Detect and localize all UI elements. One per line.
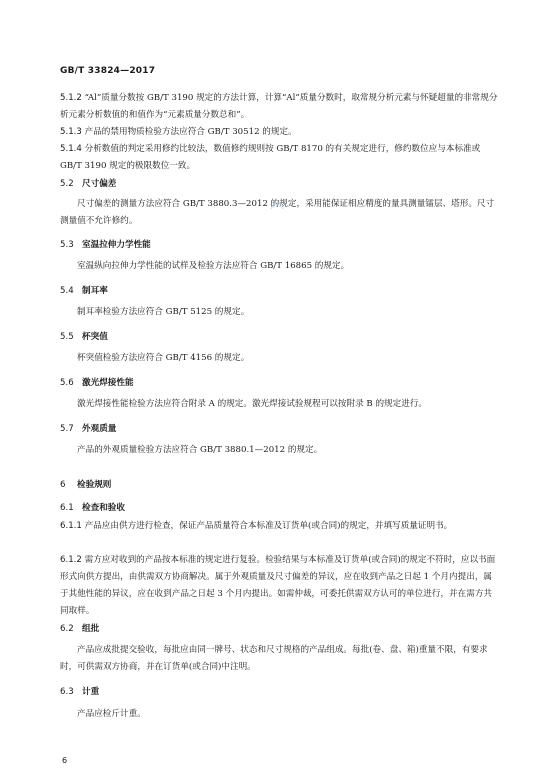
clause-text: 需方应对收到的产品按本标准的规定进行复验。检验结果与本标准及订货单(或合同)的规定不符时，应以书面形式向供方提出，由供需双方协商解决。属于外观质量及尺寸偏差的异议，应在收到产品之日起 1 个月内提出，属于其他性能的异议，应在收到产品之日起 3 个月内提出。如需仲裁，可委托供需双方认可的单位进行，并在需方共同取样。 <box>60 555 496 616</box>
clause-text: 分析数值的判定采用修约比较法，数值修约规则按 GB/T 8170 的有关规定进行，修约数位应与本标准或 GB/T 3190 规定的极限数位一致。 <box>60 144 481 171</box>
section-heading-6-2 <box>60 622 498 636</box>
clause-6-1-2 <box>60 552 498 620</box>
chapter-title: 检验规则 <box>77 480 112 490</box>
section-title: 计重 <box>82 687 100 697</box>
section-body-5-5: 杯突值检验方法应符合 GB/T 4156 的规定。 <box>77 353 250 363</box>
section-title: 制耳率 <box>82 286 108 296</box>
section-title: 外观质量 <box>82 424 117 434</box>
chapter-number: 6 <box>60 480 66 490</box>
clause-5-1-3 <box>60 124 498 141</box>
section-heading-5-7 <box>60 422 498 436</box>
section-number: 5.2 <box>60 179 74 189</box>
section-heading-6-1 <box>60 501 498 515</box>
standard-number-header: GB/T 33824—2017 <box>60 66 156 76</box>
section-body-5-6: 激光焊接性能检验方法应符合附录 A 的规定。激光焊接试验规程可以按附录 B 的规定进行。 <box>77 399 428 409</box>
clause-number: 6.1.1 <box>60 521 82 531</box>
section-number: 6.1 <box>60 503 74 513</box>
section-heading-5-5 <box>60 330 498 344</box>
clause-text: 产品的禁用物质检验方法应符合 GB/T 30512 的规定。 <box>84 127 297 137</box>
section-title: 尺寸偏差 <box>82 179 117 189</box>
section-number: 5.7 <box>60 424 74 434</box>
section-title: 检查和验收 <box>82 503 125 513</box>
clause-number: 5.1.4 <box>60 144 82 154</box>
section-heading-6-3 <box>60 685 498 699</box>
section-heading-5-6 <box>60 376 498 390</box>
section-body-6-3: 产品应检斤计重。 <box>77 709 146 719</box>
clause-number: 5.1.2 <box>60 93 82 103</box>
section-number: 5.4 <box>60 286 74 296</box>
clause-text: 产品应由供方进行检查，保证产品质量符合本标准及订货单(或合同)的规定，并填写质量证明书。 <box>84 521 453 531</box>
section-number: 6.2 <box>60 624 74 634</box>
clause-number: 5.1.3 <box>60 127 82 137</box>
section-title: 激光焊接性能 <box>82 378 134 388</box>
section-number: 5.3 <box>60 240 74 250</box>
section-number: 5.6 <box>60 378 74 388</box>
chapter-heading-6 <box>60 478 498 492</box>
page-number: 6 <box>62 756 68 765</box>
clause-5-1-4 <box>60 141 498 175</box>
section-heading-5-3 <box>60 238 498 252</box>
section-body-5-4: 制耳率检验方法应符合 GB/T 5125 的规定。 <box>77 307 250 317</box>
section-title: 组批 <box>82 624 100 634</box>
section-body-5-2: 尺寸偏差的测量方法应符合 GB/T 3880.3—2012 的规定，采用能保证相应精度的量具测量镭层、塔形。尺寸测量值不允许修约。 <box>60 199 495 226</box>
section-number: 5.5 <box>60 332 74 342</box>
section-title: 杯突值 <box>82 332 108 342</box>
section-title: 室温拉伸力学性能 <box>82 240 151 250</box>
section-heading-5-4 <box>60 284 498 298</box>
clause-6-1-1 <box>60 518 498 535</box>
clause-5-1-2 <box>60 90 498 124</box>
section-body-6-2: 产品应成批提交验收，每批应由同一牌号、状态和尺寸规格的产品组成。每批(卷、盘、箱)重量不限，有要求时，可供需双方协商，并在订货单(或合同)中注明。 <box>60 645 488 672</box>
clause-number: 6.1.2 <box>60 555 82 565</box>
clause-text: “Al”质量分数按 GB/T 3190 规定的方法计算，计算“Al”质量分数时，取常规分析元素与怀疑超量的非常规分析元素分析数值的和值作为“元素质量分数总和”。 <box>60 93 498 120</box>
section-body-5-7: 产品的外观质量检验方法应符合 GB/T 3880.1—2012 的规定。 <box>77 445 323 455</box>
section-number: 6.3 <box>60 687 74 697</box>
section-body-5-3: 室温纵向拉伸力学性能的试样及检验方法应符合 GB/T 16865 的规定。 <box>77 261 350 271</box>
watermark-icon <box>270 201 284 211</box>
section-heading-5-2 <box>60 177 498 191</box>
